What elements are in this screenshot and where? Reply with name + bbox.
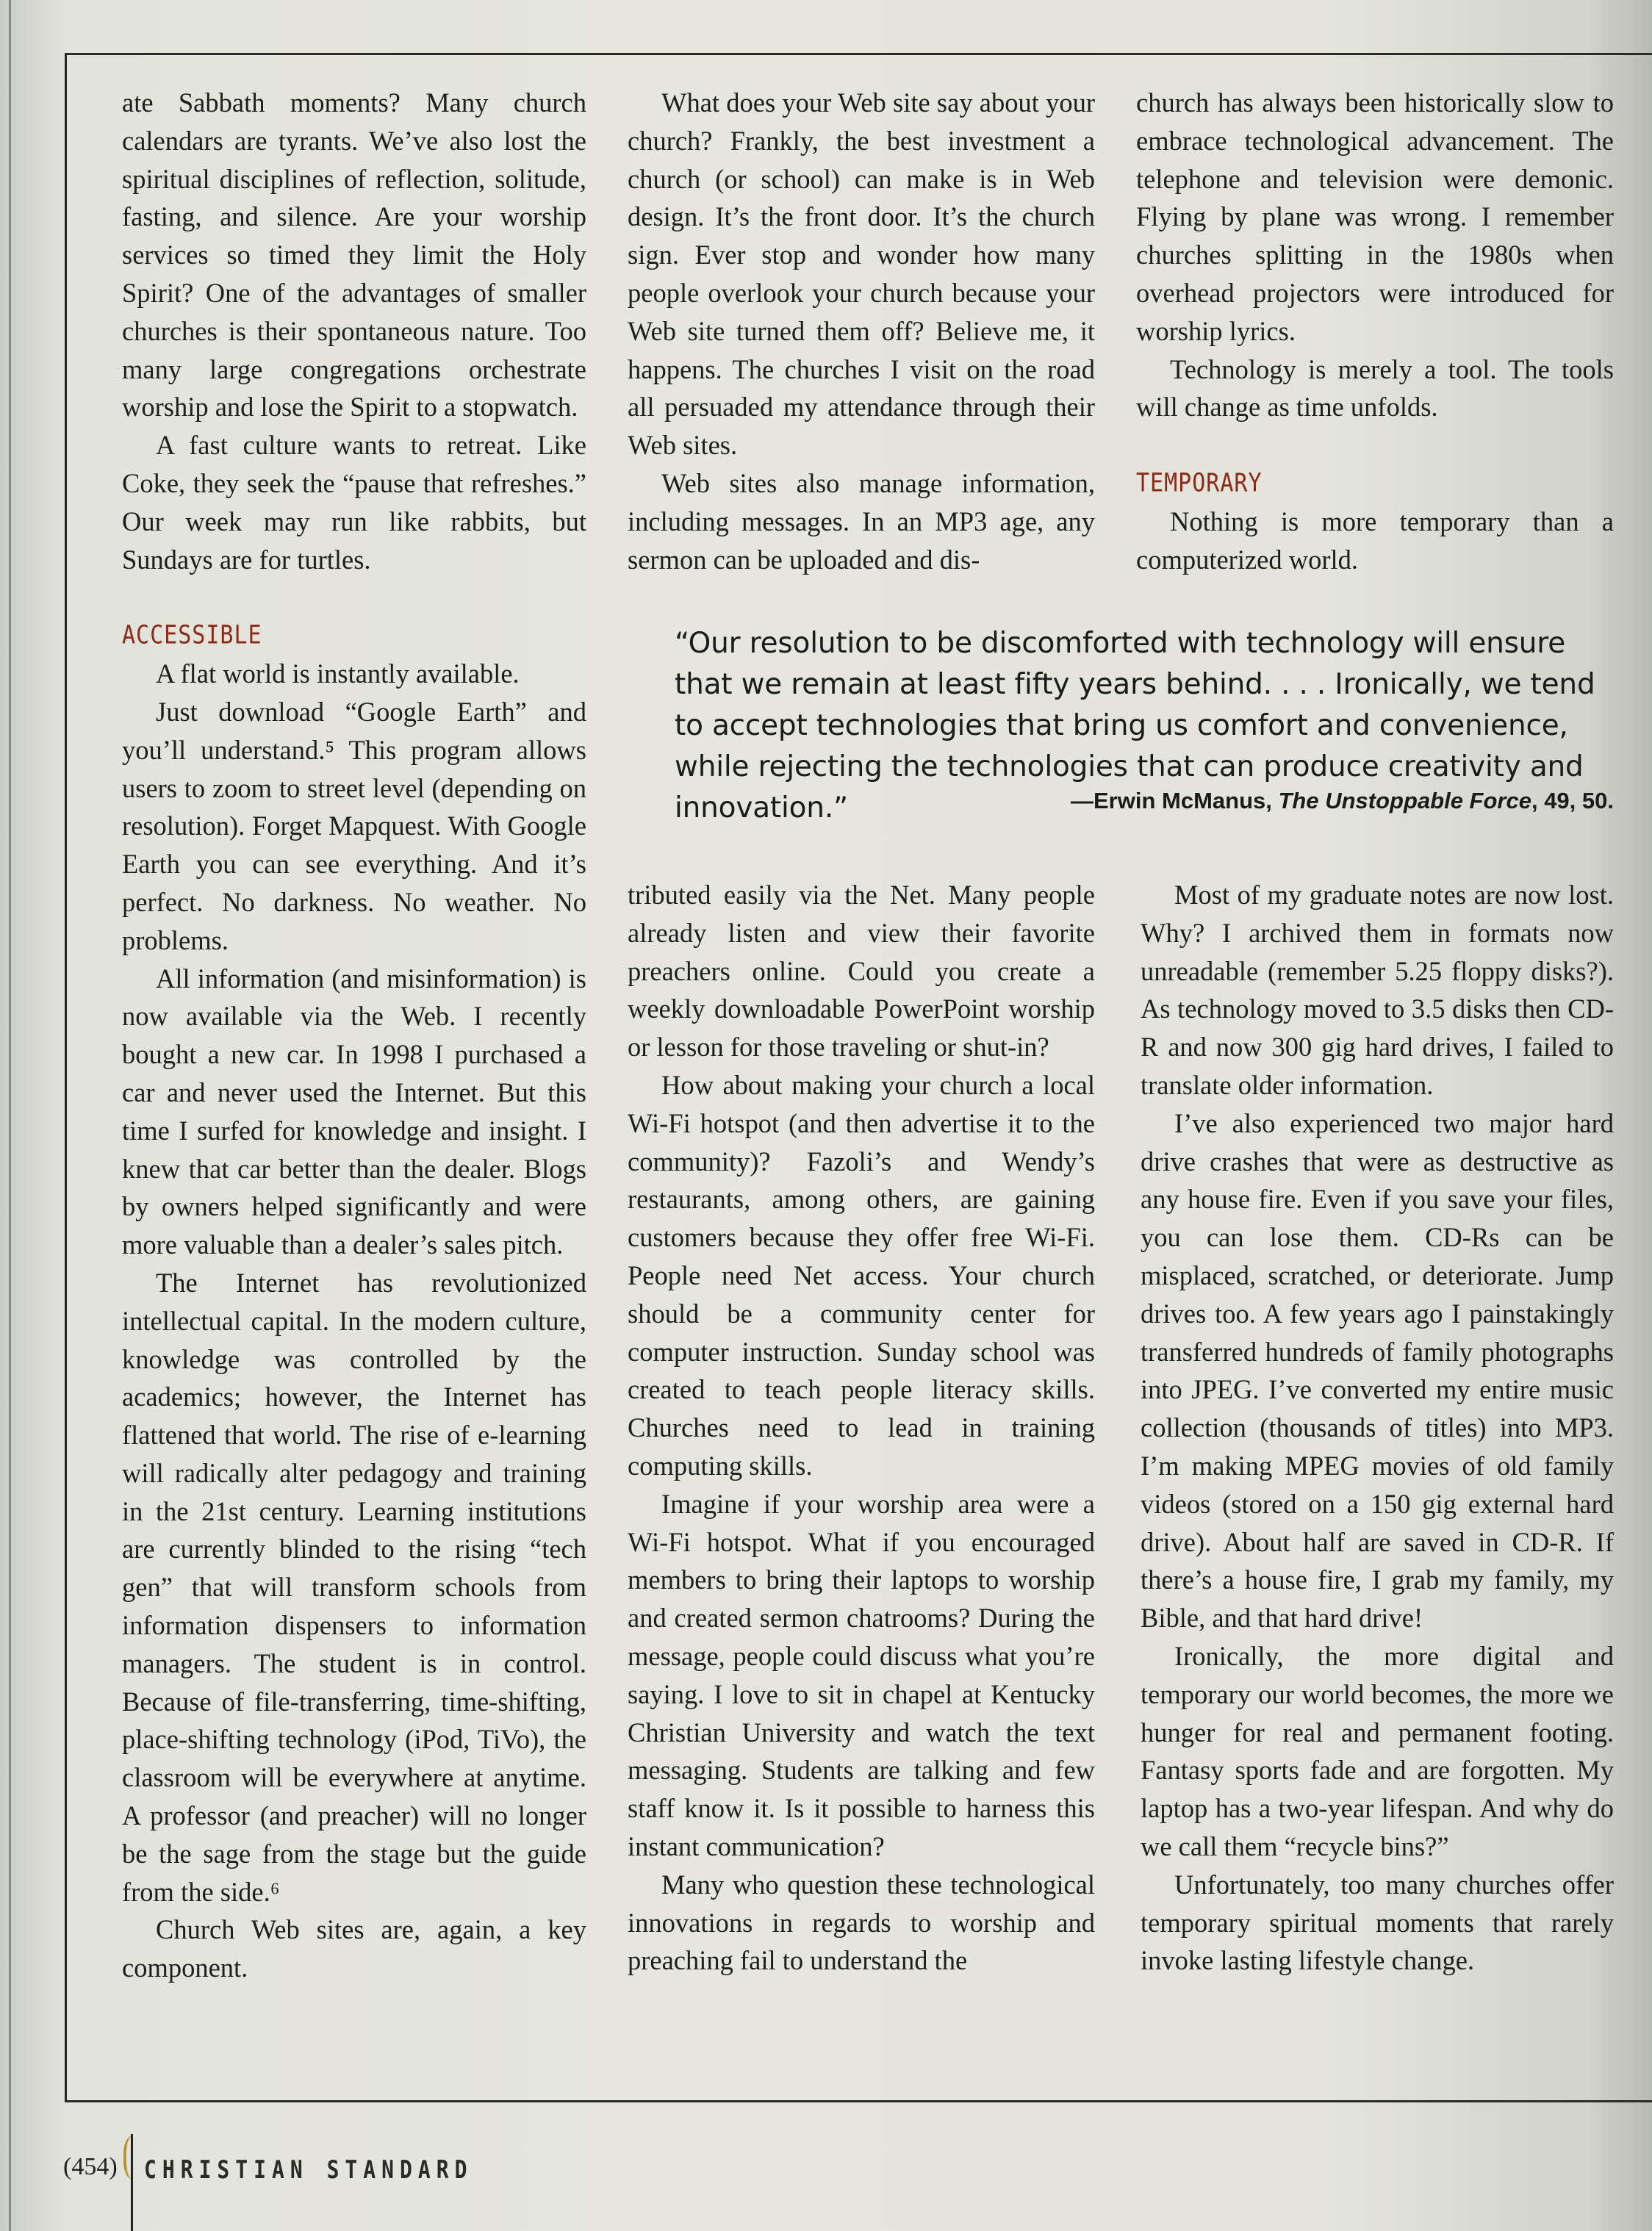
paragraph: What does your Web site say about your church? Frankly, the best investment a church (or school) can make is in Web design. It’s the front door. It’s the church sign. Ever stop and wonder how many people overlook your church because your Web site turned them off? Believe me, it happens. The churches I visit on the road all persuaded my attendance through their Web sites.	[628, 87, 1095, 461]
paragraph: ate Sabbath moments? Many church calendars are tyrants. We’ve also lost the spiritual disciplines of reflection, solitude, fasting, and silence. Are your worship services so timed they limit the Holy Spirit? One of the advantages of smaller churches is their spontaneous nature. Too many large congregations orchestrate worship and lose the Spirit to a stopwatch.	[122, 87, 586, 423]
attribution-book-title: The Unstoppable Force	[1278, 788, 1531, 813]
paragraph: A fast culture wants to retreat. Like Coke, they seek the “pause that refreshes.” Our week may run like rabbits, but Sundays are for turtles.	[122, 430, 586, 575]
section-spacer	[1136, 426, 1614, 464]
column-right-bottom	[1141, 876, 1614, 1980]
column-middle-top	[628, 84, 1095, 578]
page-number: (454)	[63, 2153, 118, 2180]
paragraph: A flat world is instantly available.	[156, 658, 520, 689]
section-heading: ACCESSIBLE	[122, 620, 262, 650]
column-left	[122, 84, 586, 1987]
paragraph: Just download “Google Earth” and you’ll understand.⁵ This program allows users to zoom to street level (depending on resolution). Forget Mapquest. With Google Earth you can see everything. And it’s perfect. No darkness. No weather. No problems.	[122, 696, 586, 955]
section-heading: TEMPORARY	[1136, 468, 1263, 498]
masthead-title: CHRISTIAN STANDARD	[144, 2155, 473, 2185]
column-right-top	[1136, 84, 1614, 579]
paragraph: All information (and misinformation) is now available via the Web. I recently bought a new car. In 1998 I purchased a car and never used the Internet. But this time I surfed for knowledge and insight. I knew that car better than the dealer. Blogs by owners helped significantly and were more valuable than a dealer’s sales pitch.	[122, 963, 586, 1260]
paragraph: How about making your church a local Wi-Fi hotspot (and then advertise it to the community)? Fazoli’s and Wendy’s restaurants, among others, are gaining customers because they offer free Wi-Fi. People need Net access. Your church should be a community center for computer instruction. Sunday school was created to teach people literacy skills. Churches need to lead in training computing skills.	[628, 1069, 1095, 1481]
frame-rule-bottom	[65, 2100, 1652, 2102]
pull-quote-attribution	[1071, 788, 1614, 814]
attribution-author: —Erwin McManus,	[1071, 788, 1279, 813]
paragraph: church has always been historically slow to embrace technological advancement. The telephone and television were demonic. Flying by plane was wrong. I remember churches splitting in the 1980s when overhead projectors were introduced for worship lyrics.	[1136, 87, 1614, 346]
paragraph: tributed easily via the Net. Many people already listen and view their favorite preachers online. Could you create a weekly downloadable PowerPoint worship or lesson for those traveling or shut-in?	[628, 880, 1095, 1063]
paragraph: Most of my graduate notes are now lost. Why? I archived them in formats now unreadable (remember 5.25 floppy disks?). As technology moved to 3.5 disks then CD-R and now 300 gig hard drives, I failed to translate older information.	[1141, 880, 1614, 1100]
frame-rule-left	[65, 53, 67, 2102]
folio-rule	[131, 2134, 133, 2231]
paragraph: Ironically, the more digital and temporary our world becomes, the more we hunger for real and permanent footing. Fantasy sports fade and are forgotten. My laptop has a two-year lifespan. And why do we call them “recycle bins?”	[1141, 1640, 1614, 1861]
paragraph: Unfortunately, too many churches offer temporary spiritual moments that rarely invoke lasting lifestyle change.	[1141, 1869, 1614, 1976]
attribution-pages: , 49, 50.	[1531, 788, 1614, 813]
section-spacer	[122, 578, 586, 617]
paragraph: Many who question these technological innovations in regards to worship and preaching fail to understand the	[628, 1869, 1095, 1976]
paragraph: Technology is merely a tool. The tools will change as time unfolds.	[1136, 353, 1614, 423]
frame-rule-top	[65, 53, 1652, 55]
pull-quote-text: “Our resolution to be discomforted with technology will ensure that we remain at least fifty years behind. . . . Ironically, we tend to accept technologies that bring us comfort and convenience, while rejecting the technologies that can produce creativity and innovation.”	[675, 627, 1595, 824]
paragraph: Church Web sites are, again, a key component.	[122, 1914, 586, 1983]
paragraph: The Internet has revolutionized intellectual capital. In the modern culture, knowledge was controlled by the academics; however, the Internet has flattened that world. The rise of e-learning will radically alter pedagogy and training in the 21st century. Learning institutions are currently blinded to the rising “tech gen” that will transform schools from information dispensers to information managers. The student is in control. Because of file-transferring, time-shifting, place-shifting technology (iPod, TiVo), the classroom will be everywhere at anytime. A professor (and preacher) will no longer be the sage from the stage but the guide from the side.⁶	[122, 1267, 586, 1907]
paragraph: Imagine if your worship area were a Wi-Fi hotspot. What if you encouraged members to bring their laptops to worship and created sermon chatrooms? During the message, people could discuss what you’re saying. I love to sit in chapel at Kentucky Christian University and watch the text messaging. Students are talking and few staff know it. Is it possible to harness this instant communication?	[628, 1488, 1095, 1861]
paragraph: I’ve also experienced two major hard drive crashes that were as destructive as any house fire. Even if you save your files, you can lose them. CD-Rs can be misplaced, scratched, or deteriorate. Jump drives too. A few years ago I painstakingly transferred hundreds of family photographs into JPEG. I’ve converted my entire music collection (thousands of titles) into MP3. I’m making MPEG movies of old family videos (stored on a 150 gig external hard drive). About half are saved in CD-R. If there’s a house fire, I grab my family, my Bible, and that hard drive!	[1141, 1107, 1614, 1634]
column-middle-bottom	[628, 876, 1095, 1980]
binding-edge	[9, 0, 11, 2231]
paragraph: Web sites also manage information, including messages. In an MP3 age, any sermon can be uploaded and dis-	[628, 467, 1095, 575]
paragraph: Nothing is more temporary than a computerized world.	[1136, 506, 1614, 575]
